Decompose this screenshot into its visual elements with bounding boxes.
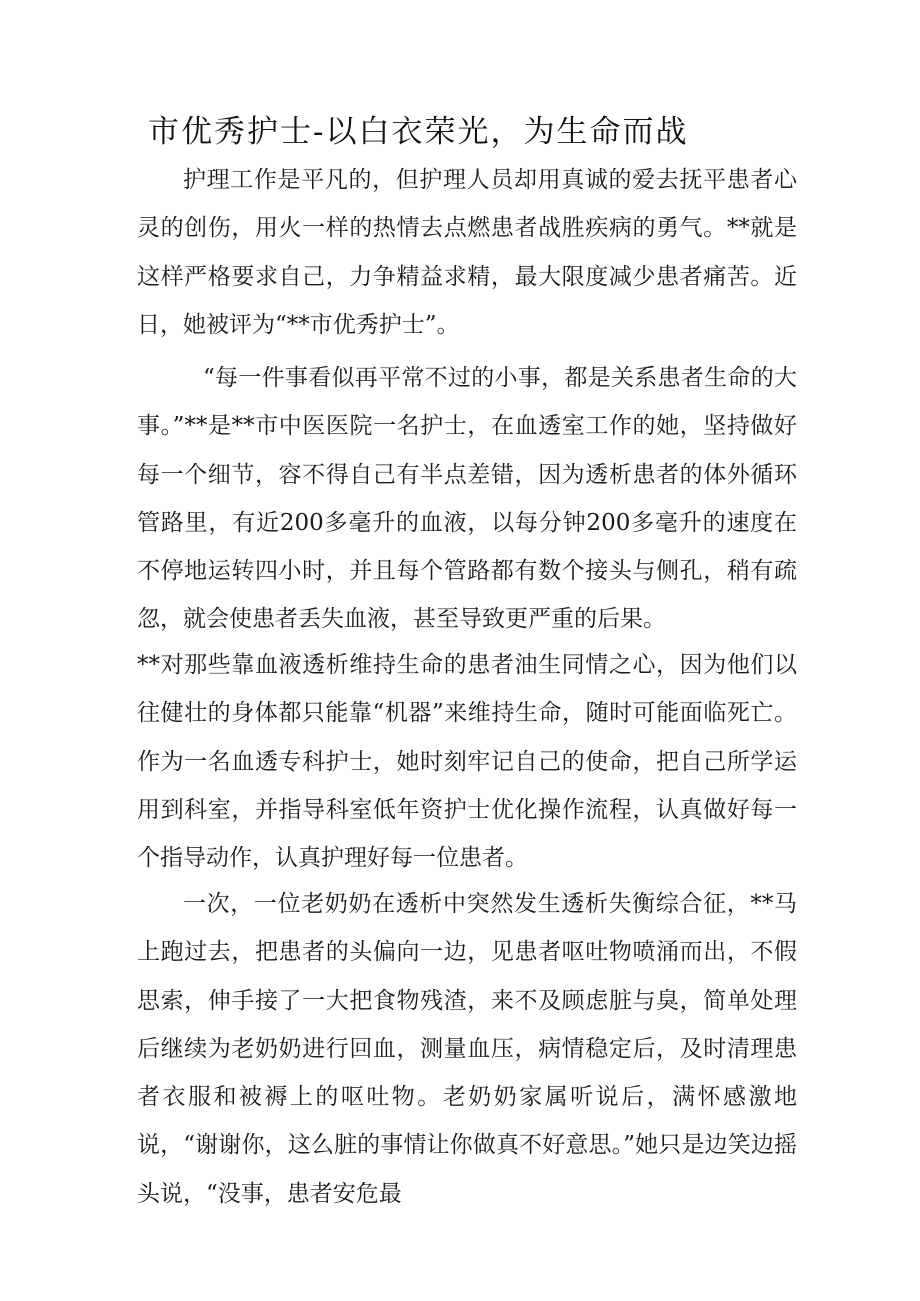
paragraph-2: “每一件事看似再平常不过的小事，都是关系患者生命的大事。”**是**市中医医院一名护士，在血透室工作的她，坚持做好每一个细节，容不得自己有半点差错，因为透析患者的体外循环管路里，有近200多毫升的血液，以每分钟200多毫升的速度在不停地运转四小时，并且每个管路都有数个接头与侧孔，稍有疏忽，就会使患者丢失血液，甚至导致更严重的后果。 bbox=[137, 365, 797, 633]
document-title: 市优秀护士-以白衣荣光，为生命而战 bbox=[148, 114, 689, 150]
paragraph-3: **对那些靠血液透析维持生命的患者油生同情之心，因为他们以往健壮的身体都只能靠“机器”来维持生命，随时可能面临死亡。作为一名血透专科护士，她时刻牢记自己的使命，把自己所学运用到科室，并指导科室低年资护士优化操作流程，认真做好每一个指导动作，认真护理好每一位患者。 bbox=[137, 652, 797, 872]
paragraph-4: 一次，一位老奶奶在透析中突然发生透析失衡综合征，**马上跑过去，把患者的头偏向一边，见患者呕吐物喷涌而出，不假思索，伸手接了一大把食物残渣，来不及顾虑脏与臭，简单处理后继续为老奶奶进行回血，测量血压，病情稳定后，及时清理患者衣服和被褥上的呕吐物。老奶奶家属听说后，满怀感激地说，“谢谢你，这么脏的事情让你做真不好意思。”她只是边笑边摇头说，“没事，患者安危最 bbox=[137, 891, 797, 1207]
paragraph-1: 护理工作是平凡的，但护理人员却用真诚的爱去抚平患者心灵的创伤，用火一样的热情去点燃患者战胜疾病的勇气。**就是这样严格要求自己，力争精益求精，最大限度减少患者痛苦。近日，她被评为“**市优秀护士”。 bbox=[137, 167, 797, 338]
